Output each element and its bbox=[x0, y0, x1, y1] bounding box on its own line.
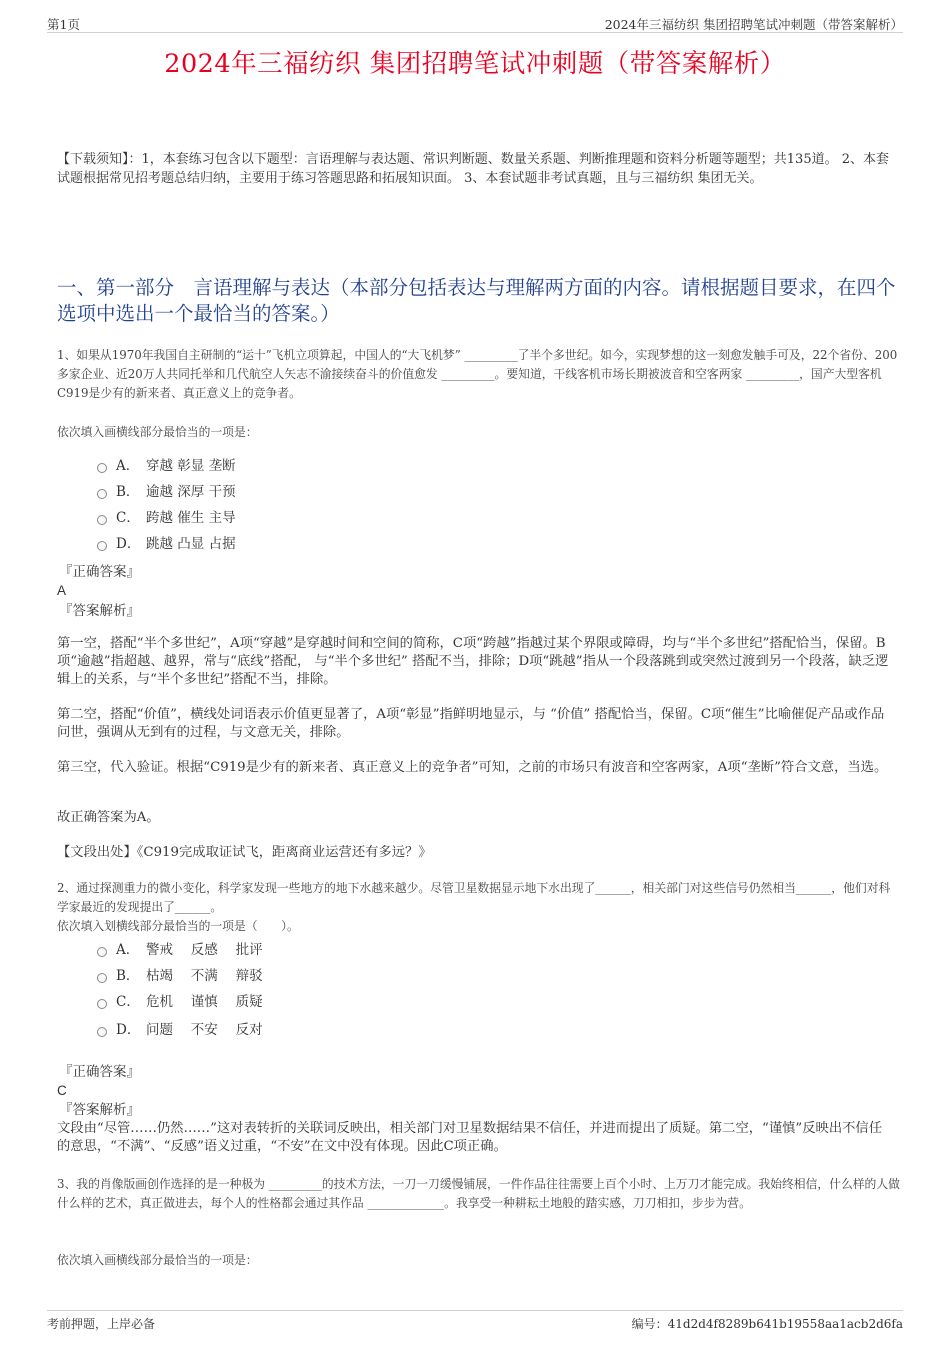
question-2-stem: 2、通过探测重力的微小变化，科学家发现一些地方的地下水越来越少。尽管卫星数据显示地下水出现了______，相关部门对这些信号仍然相当______，他们对科学家最近的发现提出了______。 bbox=[57, 881, 891, 914]
q2-option-d[interactable] bbox=[97, 1021, 263, 1039]
q1-analysis-conclusion: 故正确答案为A。 bbox=[57, 810, 160, 825]
radio-icon[interactable] bbox=[97, 999, 107, 1009]
option-letter: D． bbox=[116, 1022, 141, 1038]
q1-analysis-tag: 『答案解析』 bbox=[59, 603, 140, 619]
question-1-ask: 依次填入画横线部分最恰当的一项是： bbox=[57, 425, 258, 439]
radio-icon[interactable] bbox=[97, 947, 107, 957]
q1-option-b[interactable] bbox=[97, 483, 236, 501]
q2-analysis-tag: 『答案解析』 bbox=[59, 1102, 140, 1118]
q2-answer-tag: 『正确答案』 bbox=[59, 1064, 140, 1080]
option-letter: B． bbox=[116, 484, 140, 500]
radio-icon[interactable] bbox=[97, 1027, 107, 1037]
header-doc-title: 2024年三福纺织 集团招聘笔试冲刺题（带答案解析） bbox=[604, 17, 903, 32]
q1-analysis-paragraph: 第三空，代入验证。根据“C919是少有的新来者、真正意义上的竞争者”可知，之前的市场只有波音和空客两家，A项“垄断”符合文意，当选。 bbox=[57, 760, 888, 775]
option-text: 跨越 催生 主导 bbox=[146, 510, 236, 526]
q1-option-c[interactable] bbox=[97, 509, 236, 527]
q2-answer: C bbox=[57, 1083, 67, 1098]
q1-analysis-paragraph: 第一空，搭配“半个多世纪”，A项“穿越”是穿越时间和空间的简称，C项“跨越”指越过某个界限或障碍，均与“半个多世纪”搭配恰当，保留。B项“逾越”指超越、越界，常与“底线”搭配， 与“半个多世纪” 搭配不当，排除；D项“跳越”指从一个段落跳到或突然过渡到另一个段落，缺乏逻辑上的关系，与“半个多世纪”搭配不当，排除。 bbox=[57, 636, 889, 687]
q2-analysis-paragraph: 文段由“尽管……仍然……”这对表转折的关联词反映出，相关部门对卫星数据结果不信任，并进而提出了质疑。第二空，“谨慎”反映出不信任的意思，“不满”、“反感”语义过重，“不安”在文中没有体现。因此C项正确。 bbox=[57, 1121, 883, 1154]
option-letter: C． bbox=[116, 510, 140, 526]
q1-analysis-paragraph: 第二空，搭配“价值”，横线处词语表示价值更显著了，A项“彰显”指鲜明地显示，与 “价值” 搭配恰当，保留。C项“催生”比喻催促产品或作品问世，强调从无到有的过程，与文意无关，排除。 bbox=[57, 707, 885, 740]
q1-source: 【文段出处】《C919完成取证试飞，距离商业运营还有多远？》 bbox=[57, 845, 432, 860]
option-letter: D． bbox=[116, 536, 141, 552]
question-1-stem: 1、如果从1970年我国自主研制的“运十”飞机立项算起，中国人的“大飞机梦” _________了半个多世纪。如今，实现梦想的这一刻愈发触手可及，22个省份、200多家企业、近20万人共同托举和几代航空人矢志不渝接续奋斗的价值愈发 _________。要知道，干线客机市场长期被波音和空客两家 _________，国产大型客机C919是少有的新来者、真正意义上的竞争者。 bbox=[57, 348, 898, 400]
radio-icon[interactable] bbox=[97, 541, 107, 551]
q1-option-a[interactable] bbox=[97, 457, 236, 475]
footer-slogan: 考前押题，上岸必备 bbox=[47, 1317, 156, 1331]
radio-icon[interactable] bbox=[97, 515, 107, 525]
q1-option-d[interactable] bbox=[97, 535, 236, 553]
radio-icon[interactable] bbox=[97, 973, 107, 983]
section-heading: 一、第一部分 言语理解与表达（本部分包括表达与理解两方面的内容。请根据题目要求，在四个选项中选出一个最恰当的答案。） bbox=[57, 276, 896, 325]
q2-option-b[interactable] bbox=[97, 967, 263, 985]
radio-icon[interactable] bbox=[97, 489, 107, 499]
q2-option-a[interactable] bbox=[97, 941, 263, 959]
option-letter: B． bbox=[116, 968, 140, 984]
option-text: 枯竭 不满 辩驳 bbox=[146, 968, 263, 984]
download-notice: 【下载须知】：1，本套练习包含以下题型：言语理解与表达题、常识判断题、数量关系题、判断推理题和资料分析题等题型；共135道。 2、本套试题根据常见招考题总结归纳，主要用于练习答题思路和拓展知识面。 3、本套试题非考试真题，且与三福纺织 集团无关。 bbox=[57, 152, 889, 186]
radio-icon[interactable] bbox=[97, 463, 107, 473]
question-2-ask: 依次填入划横线部分最恰当的一项是（ ）。 bbox=[57, 919, 299, 933]
q1-answer-tag: 『正确答案』 bbox=[59, 564, 140, 580]
option-text: 逾越 深厚 干预 bbox=[146, 484, 236, 500]
document-title: 2024年三福纺织 集团招聘笔试冲刺题（带答案解析） bbox=[164, 49, 786, 79]
page-footer bbox=[47, 1310, 903, 1335]
footer-serial-number: 编号：41d2d4f8289b641b19558aa1acb2d6fa bbox=[631, 1317, 903, 1331]
page-header bbox=[47, 14, 903, 33]
option-letter: A． bbox=[116, 458, 140, 474]
q2-option-c[interactable] bbox=[97, 993, 263, 1011]
q1-answer: A bbox=[57, 583, 67, 598]
option-text: 穿越 彰显 垄断 bbox=[146, 458, 236, 474]
page-number: 第1页 bbox=[47, 17, 80, 32]
question-3-ask: 依次填入画横线部分最恰当的一项是： bbox=[57, 1253, 258, 1267]
question-3-stem: 3、我的肖像版画创作选择的是一种极为 _________的技术方法，一刀一刀缓慢铺展，一件作品往往需要上百个小时、上万刀才能完成。我始终相信，什么样的人做什么样的艺术，真正做进去，每个人的性格都会通过其作品 _____________。我享受一种耕耘土地般的踏实感，刀刀相扣，步步为营。 bbox=[57, 1177, 900, 1210]
option-letter: A． bbox=[116, 942, 140, 958]
option-text: 问题 不安 反对 bbox=[146, 1022, 263, 1038]
option-text: 跳越 凸显 占据 bbox=[146, 536, 236, 552]
option-text: 警戒 反感 批评 bbox=[146, 942, 263, 958]
option-letter: C． bbox=[116, 994, 140, 1010]
option-text: 危机 谨慎 质疑 bbox=[146, 994, 263, 1010]
